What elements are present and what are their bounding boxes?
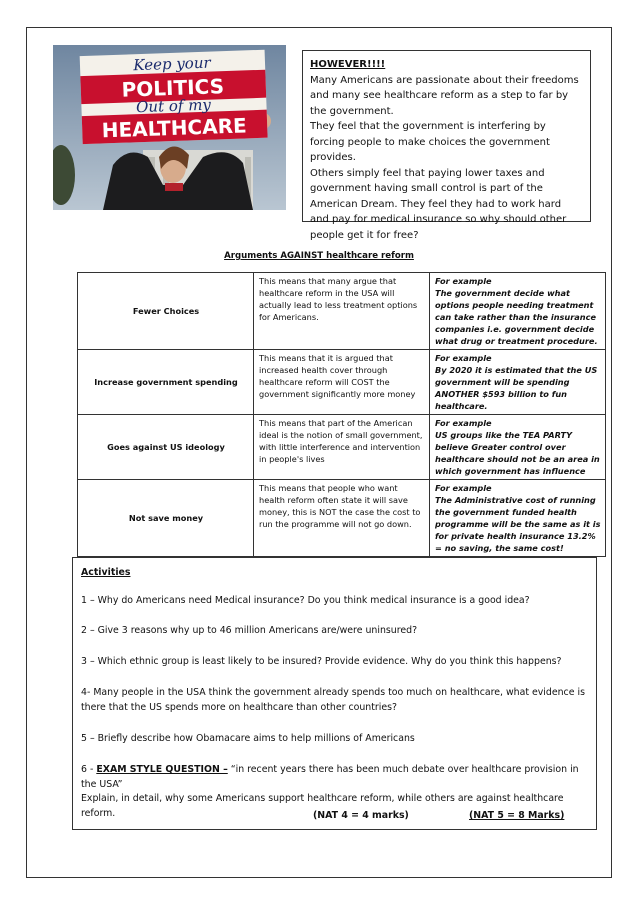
question-6-quote: “in recent years there has been much debate over healthcare provision in the USA” [81, 764, 579, 790]
example-text: By 2020 it is estimated that the US government will be spending ANOTHER $593 billion to fun healthcare. [435, 365, 598, 411]
table-title: Arguments AGAINST healthcare reform [224, 251, 414, 261]
example-label: For example [435, 483, 492, 493]
marks-nat4: (NAT 4 = 4 marks) [313, 810, 409, 821]
meaning-cell: This means that part of the American ideal is the notion of small government, with little interference and intervention in people's lives [254, 415, 430, 480]
example-label: For example [435, 353, 492, 363]
argument-cell: Increase government spending [78, 350, 254, 415]
sign-text-line2: POLITICS [121, 74, 225, 102]
question-1: 1 – Why do Americans need Medical insurance? Do you think medical insurance is a good idea? [81, 595, 530, 606]
question-6-instruction: Explain, in detail, why some Americans support healthcare reform, while others are against healthcare reform. [81, 793, 564, 819]
argument-cell: Goes against US ideology [78, 415, 254, 480]
table-row [78, 273, 606, 350]
sign-text-line3: Out of my [135, 95, 212, 117]
however-paragraph: Others simply feel that paying lower taxes and government having small control is part of the American Dream. They feel they had to work hard and pay for medical insurance so why should other people get it for free? [310, 167, 567, 241]
protest-photo [53, 45, 286, 210]
example-label: For example [435, 276, 492, 286]
sign-text-line1: Keep your [133, 53, 211, 75]
marks-nat5: (NAT 5 = 8 Marks) [469, 810, 565, 821]
example-cell [430, 480, 606, 557]
example-cell [430, 350, 606, 415]
meaning-cell: This means that it is argued that increased health cover through healthcare reform will COST the government significantly more money [254, 350, 430, 415]
example-cell [430, 273, 606, 350]
however-paragraph: They feel that the government is interfering by forcing people to make choices the government provides. [310, 121, 550, 163]
however-box [302, 50, 591, 241]
exam-style-label: EXAM STYLE QUESTION – [96, 764, 228, 775]
activities-title: Activities [81, 567, 131, 578]
meaning-cell: This means that people who want health reform often state it will save money, this is NOT the case the cost to run the programme will not go down. [254, 480, 430, 557]
example-text: The government decide what options people needing treatment can take rather than the insurance companies i.e. government decide what drug or treatment procedure. [435, 288, 598, 346]
however-heading: HOWEVER!!!! [310, 59, 386, 70]
meaning-cell: This means that many argue that healthcare reform in the USA will actually lead to less treatment options for Americans. [254, 273, 430, 350]
table-row [78, 480, 606, 557]
table-row [78, 415, 606, 480]
however-paragraph: Many Americans are passionate about their freedoms and many see healthcare reform as a step to far by the government. [310, 74, 579, 117]
question-2: 2 – Give 3 reasons why up to 46 million Americans are/were uninsured? [81, 625, 418, 636]
question-4: 4- Many people in the USA think the government already spends too much on healthcare, what evidence is there that the US spends more on healthcare than other countries? [81, 687, 585, 713]
example-text: US groups like the TEA PARTY believe Greater control over healthcare should not be an area in which government has influence [435, 430, 600, 476]
argument-cell: Fewer Choices [78, 273, 254, 350]
argument-cell: Not save money [78, 480, 254, 557]
sign-text-line4: HEALTHCARE [101, 113, 248, 143]
arguments-table [77, 272, 606, 557]
question-6-prefix: 6 - [81, 764, 97, 775]
activities-box [72, 557, 597, 830]
protest-illustration [53, 45, 286, 210]
table-row [78, 350, 606, 415]
question-5: 5 – Briefly describe how Obamacare aims to help millions of Americans [81, 733, 415, 744]
example-label: For example [435, 418, 492, 428]
question-3: 3 – Which ethnic group is least likely to be insured? Provide evidence. Why do you think this happens? [81, 656, 562, 667]
example-text: The Administrative cost of running the government funded health programme will be the same as it is for private health insurance 13.2% = no saving, the same cost! [435, 495, 601, 553]
example-cell [430, 415, 606, 480]
